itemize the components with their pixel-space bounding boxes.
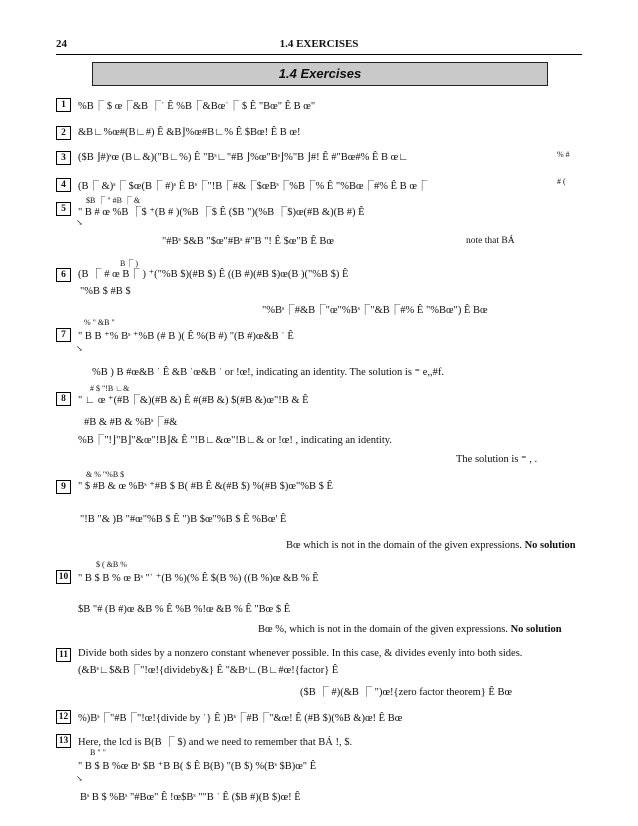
problem-number: 4 bbox=[56, 178, 71, 192]
problem-number: 3 bbox=[56, 151, 71, 165]
problem-12-text: %)Bˢ⎾"#B⎾"!œ!{divide by ˈ} Ê )Bˢ⎾#B⎾"&œ! Ê (#B $)(%B &)œ! Ê Bœ bbox=[78, 713, 403, 724]
problem-13-line-3: Bˢ B $ %Bˢ "#Bœ" Ê !œ$Bˢ ""B ˈ Ê ($B #)(B $)œ! Ê bbox=[80, 792, 301, 803]
section-banner: 1.4 Exercises bbox=[92, 62, 548, 86]
fraction-numerators: B " " bbox=[90, 748, 106, 757]
header-title: 1.4 EXERCISES bbox=[279, 38, 359, 50]
problem-8-line-2: #B & #B & %Bˢ⎾#& bbox=[84, 417, 178, 428]
fraction-numerators: B⎾ ) bbox=[120, 259, 138, 268]
problem-number: 9 bbox=[56, 480, 71, 494]
problem-5-line-2: "#Bˢ $&B "$œ"#Bˢ #"B "! Ê $œ"B Ê Bœ bbox=[162, 236, 334, 247]
arrow-icon: ↘ bbox=[76, 218, 83, 227]
no-solution-label: No solution bbox=[524, 540, 576, 551]
problem-1-text: %B⎾ $ œ⎾&B ⎾ˈ Ê %B⎾&Bœˈ⎾ $ Ê "Bœ" Ê B œ" bbox=[78, 101, 316, 112]
problem-11-line-3: ($B ⎾ #)(&B ⎾ ")œ!{zero factor theorem} Ê Bœ bbox=[300, 687, 513, 698]
header-rule bbox=[56, 54, 582, 55]
problem-9-text: " $ #B & œ %Bˢ ⁺#B $ B( #B Ê &(#B $) %(#B $)œ"%B $ Ê bbox=[78, 481, 333, 492]
problem-5-text: " B # œ %B ⎾$ ⁺(B # )(%B ⎾$ Ê ($B ")(%B ⎾$)œ(#B &)(B #) Ê bbox=[78, 207, 365, 218]
problem-10-line-2: $B "# (B #)œ &B % Ê %B %!œ &B % Ê "Bœ $ Ê bbox=[78, 604, 291, 615]
arrow-icon: ↘ bbox=[76, 774, 83, 783]
fraction-label: # ( bbox=[557, 177, 566, 186]
fraction-numerators: $ ( &B % bbox=[96, 560, 127, 569]
problem-2-text: &B∟%œ#(B∟#) Ê &B⌋%œ#B∟% Ê $Bœ! Ê B œ! bbox=[78, 127, 301, 138]
problem-number: 1 bbox=[56, 98, 71, 112]
page-number: 24 bbox=[56, 38, 67, 50]
problem-13-line-2: " B $ B %œ Bˢ $B ⁺B B( $ Ê B(B) "(B $) %(Bˢ $B)œ" Ê bbox=[78, 761, 317, 772]
problem-11-text: Divide both sides by a nonzero constant whenever possible. In this case, & divides evenly into both sides. bbox=[78, 648, 523, 659]
page-header bbox=[56, 38, 582, 52]
problem-6-text: (B ⎾ # œ B⎾ ) ⁺("%B $)(#B $) Ê ((B #)(#B $)œ(B )("%B $) Ê bbox=[78, 269, 349, 280]
fraction-numerators: % " &B " bbox=[84, 318, 115, 327]
fraction-numerators: # $ "!B ∟& bbox=[90, 384, 130, 393]
problem-5-note: note that BÁ bbox=[466, 236, 515, 246]
no-solution-label: No solution bbox=[510, 624, 562, 635]
problem-9-line-2: "!B "& )B "#œ"%B $ Ê ")B $œ"%B $ Ê %Bœ' Ê bbox=[80, 514, 287, 525]
fraction-label: % # bbox=[557, 150, 570, 159]
arrow-icon: ↘ bbox=[76, 344, 83, 353]
problem-13-text: Here, the lcd is B(B ⎾ $) and we need to remember that BÁ !, $. bbox=[78, 737, 353, 748]
problem-9-value: Bœ bbox=[286, 540, 301, 551]
problem-3-text: ($B ⌋#)ˢœ (B∟&)("B∟%) Ê "Bˢ∟"#B ⌋%œ"Bˢ⌋%"B ⌋#! Ê #"Bœ#% Ê B œ∟ bbox=[78, 152, 409, 163]
problem-number: 11 bbox=[56, 648, 71, 662]
problem-8-text: " ∟ œ ⁺(#B⎾&)(#B &) Ê #(#B &) $(#B &)œ"!B & Ê bbox=[78, 395, 309, 406]
problem-7-line-2: %B ) B #œ&B ˈ Ê &B ˈœ&B ˈ or !œ!, indicating an identity. The solution is ⁼ e,,#f. bbox=[92, 367, 445, 378]
problem-6-line-2: "%B $ #B $ bbox=[80, 286, 131, 297]
problem-number: 8 bbox=[56, 392, 71, 406]
problem-number: 13 bbox=[56, 734, 71, 748]
problem-4-text: (B⎾ &)ˢ⎾ $œ(B⎾ #)ˢ Ê Bˢ⎾"!B⎾#&⎾$œBˢ⎾%B⎾% Ê "%Bœ⎾#% Ê B œ⎾ bbox=[78, 181, 428, 192]
problem-number: 6 bbox=[56, 268, 71, 282]
problem-number: 7 bbox=[56, 328, 71, 342]
problem-10-line-3 bbox=[258, 624, 562, 635]
problem-11-line-2: (&Bˢ∟$&B⎾"!œ!{divideby&} Ê "&Bˢ∟(B∟#œ!{factor} Ê bbox=[78, 665, 339, 676]
problem-number: 10 bbox=[56, 570, 71, 584]
problem-9-line-3 bbox=[286, 540, 576, 551]
problem-10-text: " B $ B % œ Bˢ "ˈ ⁺(B %)(% Ê $(B %) ((B %)œ &B % Ê bbox=[78, 573, 319, 584]
fraction-numerators: & % "%B $ bbox=[86, 470, 125, 479]
problem-8-line-3: %B⎾"!⌋"B⌋"&œ"!B⌋& Ê "!B∟&œ"!B∟& or !œ! , indicating an identity. bbox=[78, 435, 392, 446]
problem-number: 12 bbox=[56, 710, 71, 724]
problem-9-note: which is not in the domain of the given expressions. bbox=[303, 540, 522, 551]
fraction-numerators: $B ⎾ " #B ⎾ & bbox=[86, 196, 141, 205]
problem-6-line-3: "%Bˢ⎾#&B⎾"œ"%Bˢ⎾"&B⎾#% Ê "%Bœ") Ê Bœ bbox=[262, 305, 488, 316]
problem-number: 5 bbox=[56, 202, 71, 216]
problem-number: 2 bbox=[56, 126, 71, 140]
problem-8-line-4: The solution is ⁼ , . bbox=[456, 454, 538, 465]
problem-10-note: Bœ %, which is not in the domain of the given expressions. bbox=[258, 624, 508, 635]
problem-7-text: " B B ⁺% Bˢ ⁺%B (# B )( Ê %(B #) "(B #)œ&B ˈ Ê bbox=[78, 331, 294, 342]
